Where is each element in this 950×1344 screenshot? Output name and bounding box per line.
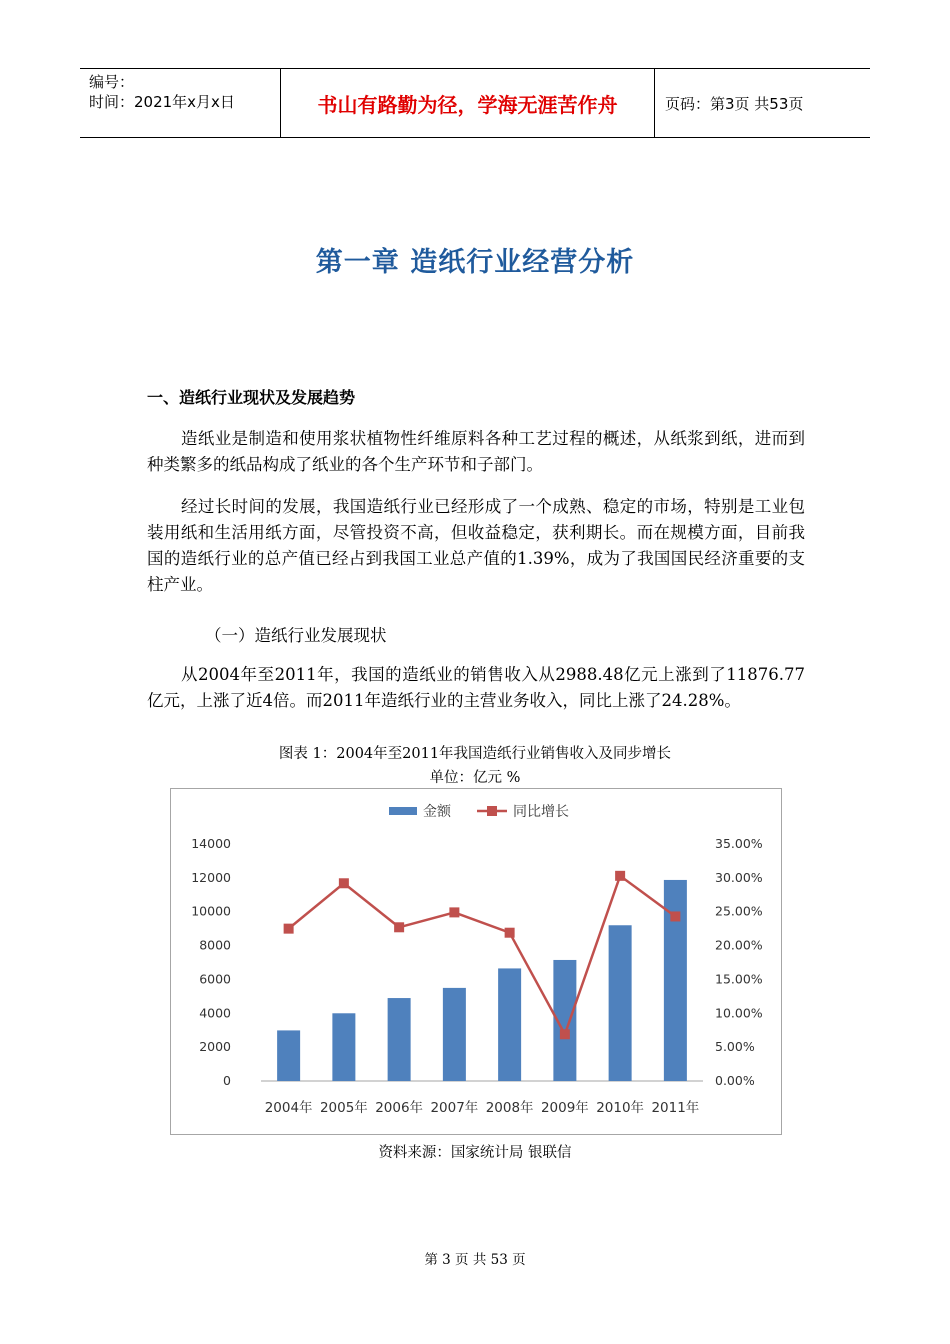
x-tick-label: 2011年 [651,1100,700,1116]
revenue-growth-chart [171,789,781,1134]
legend-label-line: 同比增长 [513,804,569,820]
x-tick-label: 2004年 [264,1100,313,1116]
y2-tick-label: 25.00% [715,903,763,919]
paragraph-2: 经过长时间的发展，我国造纸行业已经形成了一个成熟、稳定的市场，特别是工业包装用纸和生活用纸方面，尽管投资不高，但收益稳定，获利期长。而在规模方面，目前我国的造纸行业的总产值已经占到我国工业总产值的1.39%，成为了我国国民经济重要的支柱产业。 [147,497,805,594]
growth-point [284,924,294,934]
page-header [80,68,870,138]
figure-source: 资料来源：国家统计局 银联信 [378,1145,572,1161]
figure-unit: 单位：亿元 % [429,770,521,786]
y2-tick-label: 10.00% [715,1005,763,1021]
bar [277,1030,300,1081]
growth-point [670,911,680,921]
y-tick-label: 6000 [199,971,231,987]
page-info-text: 页码：第3页 共53页 [665,94,804,113]
y2-tick-label: 20.00% [715,937,763,953]
x-tick-label: 2005年 [319,1100,368,1116]
growth-point [505,928,515,938]
bar [443,988,466,1081]
chapter-title: 第一章 造纸行业经营分析 [315,247,635,278]
y-tick-label: 2000 [199,1039,231,1055]
growth-point [339,878,349,888]
x-tick-label: 2008年 [485,1100,534,1116]
y2-tick-label: 0.00% [715,1073,755,1088]
bar [332,1013,355,1081]
figure-caption: 图表 1：2004年至2011年我国造纸行业销售收入及同步增长 [278,746,672,762]
y-tick-label: 0 [223,1073,231,1088]
growth-point [449,907,459,917]
growth-point [560,1029,570,1039]
chart-frame [170,788,782,1135]
header-motto: 书山有路勤为径，学海无涯苦作舟 [281,69,655,137]
time-label: 时间：2021年x月x日 [89,93,235,111]
header-meta [80,69,281,137]
number-label: 编号： [89,73,135,91]
bar [388,998,411,1081]
y2-tick-label: 30.00% [715,869,763,885]
y-tick-label: 10000 [191,903,231,919]
paragraph-3: 从2004年至2011年，我国的造纸业的销售收入从2988.48亿元上涨到了11876.77亿元，上涨了近4倍。而2011年造纸行业的主营业务收入，同比上涨了24.28%。 [147,665,805,710]
y-tick-label: 12000 [191,869,231,885]
legend-swatch-bar [389,807,417,815]
y-tick-label: 8000 [199,937,231,953]
y2-tick-label: 35.00% [715,836,763,851]
x-tick-label: 2006年 [375,1100,424,1116]
growth-point [615,871,625,881]
bar [498,968,521,1081]
legend-label-bar: 金额 [423,804,451,820]
bar [609,925,632,1081]
y2-tick-label: 5.00% [715,1039,755,1055]
y-tick-label: 4000 [199,1005,231,1021]
x-tick-label: 2010年 [596,1100,645,1116]
subsection-title: （一）造纸行业发展现状 [205,626,387,645]
paragraph-1: 造纸业是制造和使用浆状植物性纤维原料各种工艺过程的概述，从纸浆到纸，进而到种类繁多的纸品构成了纸业的各个生产环节和子部门。 [147,429,805,474]
header-page-info [655,69,870,137]
growth-point [394,922,404,932]
section-title: 一、造纸行业现状及发展趋势 [147,388,356,407]
x-tick-label: 2007年 [430,1100,479,1116]
y-tick-label: 14000 [191,836,231,851]
legend-marker-line [487,806,497,816]
x-tick-label: 2009年 [540,1100,589,1116]
y2-tick-label: 15.00% [715,971,763,987]
page-footer: 第 3 页 共 53 页 [424,1252,526,1268]
